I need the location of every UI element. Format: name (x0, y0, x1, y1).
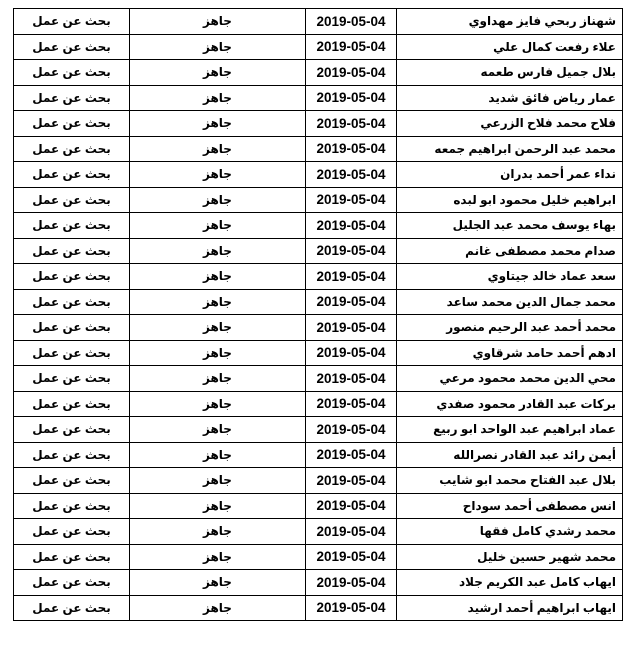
name-cell: ابراهيم خليل محمود ابو لبده (397, 187, 623, 213)
name-cell: شهناز ربحي فايز مهداوي (397, 9, 623, 35)
name-cell: محمد عبد الرحمن ابراهيم جمعه (397, 136, 623, 162)
note-cell: بحث عن عمل (14, 417, 130, 443)
name-cell: محمد شهير حسين خليل (397, 544, 623, 570)
table-row (14, 442, 623, 468)
table-row (14, 34, 623, 60)
date-cell: 2019-05-04 (306, 60, 397, 86)
name-cell: انس مصطفى أحمد سوداح (397, 493, 623, 519)
table-row (14, 595, 623, 621)
note-cell: بحث عن عمل (14, 85, 130, 111)
date-cell: 2019-05-04 (306, 34, 397, 60)
table-row (14, 136, 623, 162)
status-cell: جاهز (130, 238, 306, 264)
table-row (14, 570, 623, 596)
date-cell: 2019-05-04 (306, 570, 397, 596)
name-cell: ايهاب كامل عبد الكريم جلاد (397, 570, 623, 596)
date-cell: 2019-05-04 (306, 391, 397, 417)
note-cell: بحث عن عمل (14, 340, 130, 366)
status-cell: جاهز (130, 544, 306, 570)
status-cell: جاهز (130, 570, 306, 596)
name-cell: بلال جميل فارس طعمه (397, 60, 623, 86)
name-cell: محمد رشدي كامل فقها (397, 519, 623, 545)
note-cell: بحث عن عمل (14, 289, 130, 315)
status-cell: جاهز (130, 493, 306, 519)
note-cell: بحث عن عمل (14, 493, 130, 519)
note-cell: بحث عن عمل (14, 315, 130, 341)
note-cell: بحث عن عمل (14, 468, 130, 494)
table-row (14, 111, 623, 137)
note-cell: بحث عن عمل (14, 60, 130, 86)
date-cell: 2019-05-04 (306, 162, 397, 188)
name-cell: سعد عماد خالد جيتاوي (397, 264, 623, 290)
status-cell: جاهز (130, 213, 306, 239)
status-cell: جاهز (130, 442, 306, 468)
name-cell: محي الدين محمد محمود مرعي (397, 366, 623, 392)
table-row (14, 289, 623, 315)
records-table (13, 8, 623, 621)
name-cell: نداء عمر أحمد بدران (397, 162, 623, 188)
date-cell: 2019-05-04 (306, 238, 397, 264)
table-row (14, 340, 623, 366)
table-row (14, 187, 623, 213)
date-cell: 2019-05-04 (306, 9, 397, 35)
status-cell: جاهز (130, 417, 306, 443)
status-cell: جاهز (130, 60, 306, 86)
name-cell: علاء رفعت كمال علي (397, 34, 623, 60)
status-cell: جاهز (130, 187, 306, 213)
name-cell: فلاح محمد فلاح الزرعي (397, 111, 623, 137)
note-cell: بحث عن عمل (14, 162, 130, 188)
status-cell: جاهز (130, 136, 306, 162)
note-cell: بحث عن عمل (14, 136, 130, 162)
note-cell: بحث عن عمل (14, 544, 130, 570)
note-cell: بحث عن عمل (14, 111, 130, 137)
status-cell: جاهز (130, 162, 306, 188)
date-cell: 2019-05-04 (306, 315, 397, 341)
table-row (14, 9, 623, 35)
note-cell: بحث عن عمل (14, 238, 130, 264)
table-row (14, 238, 623, 264)
name-cell: عماد ابراهيم عبد الواحد ابو ربيع (397, 417, 623, 443)
table-row (14, 417, 623, 443)
table-row (14, 162, 623, 188)
date-cell: 2019-05-04 (306, 289, 397, 315)
status-cell: جاهز (130, 391, 306, 417)
table-row (14, 213, 623, 239)
date-cell: 2019-05-04 (306, 187, 397, 213)
date-cell: 2019-05-04 (306, 595, 397, 621)
status-cell: جاهز (130, 366, 306, 392)
table-row (14, 519, 623, 545)
records-table-body (14, 9, 623, 621)
date-cell: 2019-05-04 (306, 136, 397, 162)
date-cell: 2019-05-04 (306, 264, 397, 290)
note-cell: بحث عن عمل (14, 595, 130, 621)
name-cell: ادهم أحمد حامد شرقاوي (397, 340, 623, 366)
table-row (14, 544, 623, 570)
date-cell: 2019-05-04 (306, 493, 397, 519)
status-cell: جاهز (130, 9, 306, 35)
name-cell: بركات عبد القادر محمود صفدي (397, 391, 623, 417)
note-cell: بحث عن عمل (14, 187, 130, 213)
name-cell: محمد أحمد عبد الرحيم منصور (397, 315, 623, 341)
note-cell: بحث عن عمل (14, 213, 130, 239)
table-row (14, 85, 623, 111)
date-cell: 2019-05-04 (306, 366, 397, 392)
date-cell: 2019-05-04 (306, 213, 397, 239)
name-cell: بهاء يوسف محمد عبد الجليل (397, 213, 623, 239)
status-cell: جاهز (130, 519, 306, 545)
status-cell: جاهز (130, 111, 306, 137)
table-row (14, 493, 623, 519)
status-cell: جاهز (130, 34, 306, 60)
note-cell: بحث عن عمل (14, 442, 130, 468)
note-cell: بحث عن عمل (14, 366, 130, 392)
note-cell: بحث عن عمل (14, 34, 130, 60)
note-cell: بحث عن عمل (14, 9, 130, 35)
name-cell: محمد جمال الدين محمد ساعد (397, 289, 623, 315)
status-cell: جاهز (130, 468, 306, 494)
name-cell: ايهاب ابراهيم أحمد ارشيد (397, 595, 623, 621)
status-cell: جاهز (130, 315, 306, 341)
note-cell: بحث عن عمل (14, 519, 130, 545)
date-cell: 2019-05-04 (306, 468, 397, 494)
table-row (14, 366, 623, 392)
date-cell: 2019-05-04 (306, 442, 397, 468)
status-cell: جاهز (130, 264, 306, 290)
table-row (14, 264, 623, 290)
date-cell: 2019-05-04 (306, 417, 397, 443)
date-cell: 2019-05-04 (306, 340, 397, 366)
note-cell: بحث عن عمل (14, 264, 130, 290)
status-cell: جاهز (130, 85, 306, 111)
date-cell: 2019-05-04 (306, 519, 397, 545)
table-row (14, 468, 623, 494)
status-cell: جاهز (130, 595, 306, 621)
status-cell: جاهز (130, 289, 306, 315)
table-row (14, 315, 623, 341)
note-cell: بحث عن عمل (14, 391, 130, 417)
date-cell: 2019-05-04 (306, 85, 397, 111)
note-cell: بحث عن عمل (14, 570, 130, 596)
table-row (14, 60, 623, 86)
status-cell: جاهز (130, 340, 306, 366)
name-cell: عمار رياض فائق شديد (397, 85, 623, 111)
date-cell: 2019-05-04 (306, 544, 397, 570)
table-row (14, 391, 623, 417)
name-cell: أيمن رائد عبد القادر نصرالله (397, 442, 623, 468)
name-cell: بلال عبد الفتاح محمد ابو شايب (397, 468, 623, 494)
name-cell: صدام محمد مصطفى غانم (397, 238, 623, 264)
date-cell: 2019-05-04 (306, 111, 397, 137)
